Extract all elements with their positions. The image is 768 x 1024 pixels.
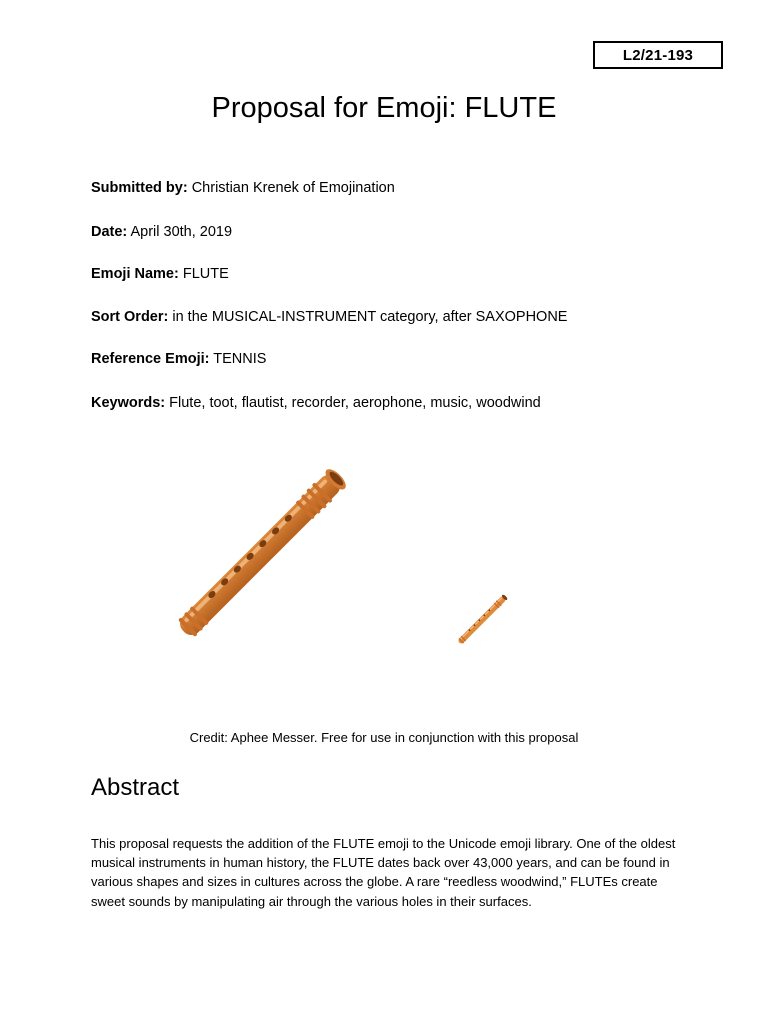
field-label: Emoji Name: bbox=[91, 266, 179, 282]
field-label: Submitted by: bbox=[91, 180, 188, 196]
document-id-box bbox=[593, 41, 723, 69]
image-credit: Credit: Aphee Messer. Free for use in conjunction with this proposal bbox=[189, 730, 579, 745]
flute-large-icon bbox=[160, 455, 360, 655]
field-value: April 30th, 2019 bbox=[127, 224, 233, 240]
flute-small-icon bbox=[452, 590, 512, 650]
page-title: Proposal for Emoji: FLUTE bbox=[211, 92, 557, 124]
field-label: Reference Emoji: bbox=[91, 351, 210, 367]
document-id: L2/21-193 bbox=[622, 46, 694, 64]
field-submitted-by bbox=[91, 180, 395, 196]
abstract-body: This proposal requests the addition of the FLUTE emoji to the Unicode emoji library. One of the oldest musical instruments in human history, the FLUTE dates back over 43,000 years, and can be found in various shapes and sizes in cultures across the globe. A rare “reedless woodwind,” FLUTEs create sweet sounds by manipulating air through the various holes in their surfaces. bbox=[91, 836, 676, 909]
field-date bbox=[91, 224, 232, 240]
abstract-heading: Abstract bbox=[91, 774, 180, 801]
field-label: Sort Order: bbox=[91, 309, 169, 325]
field-reference-emoji bbox=[91, 351, 266, 367]
field-sort-order bbox=[91, 309, 567, 325]
field-keywords bbox=[91, 395, 541, 411]
field-label: Keywords: bbox=[91, 395, 166, 411]
field-value: Flute, toot, flautist, recorder, aerophone, music, woodwind bbox=[165, 395, 541, 411]
field-value: FLUTE bbox=[178, 266, 229, 282]
field-value: Christian Krenek of Emojination bbox=[187, 180, 395, 196]
field-value: TENNIS bbox=[209, 351, 267, 367]
field-emoji-name bbox=[91, 266, 229, 282]
field-label: Date: bbox=[91, 224, 128, 240]
field-value: in the MUSICAL-INSTRUMENT category, after SAXOPHONE bbox=[168, 309, 568, 325]
